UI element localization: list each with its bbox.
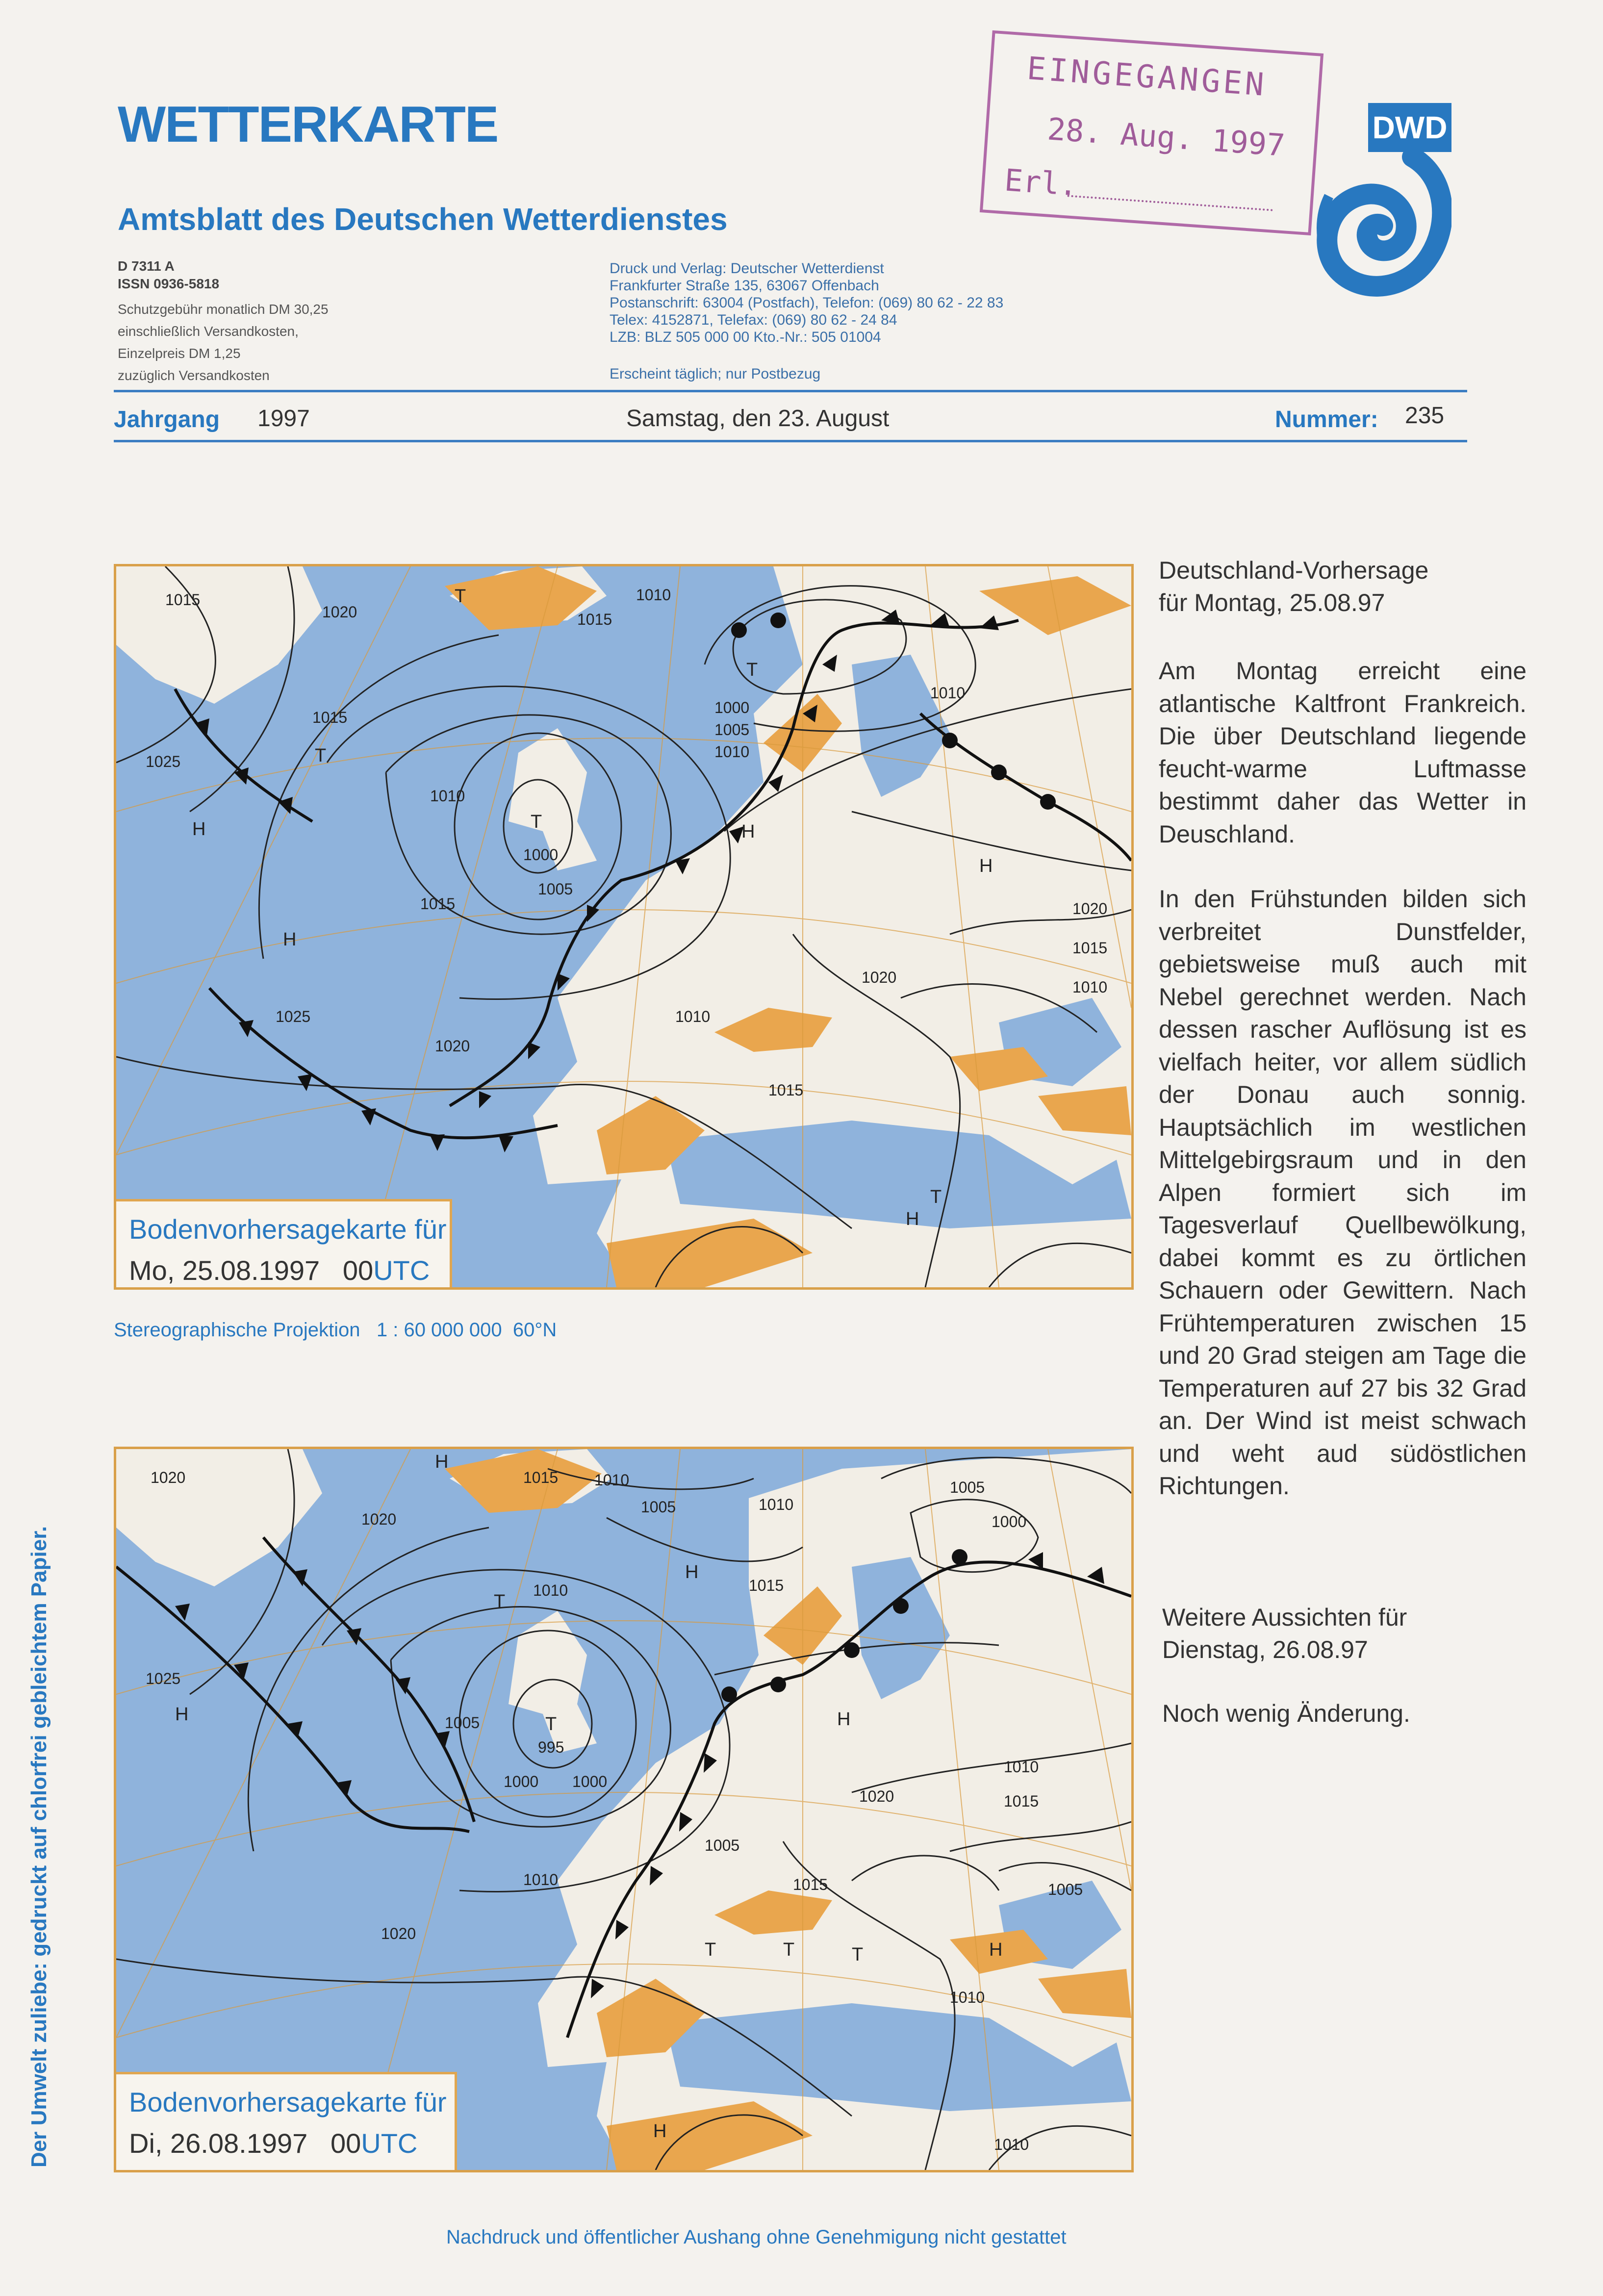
forecast-heading-line-1: Deutschland-Vorhersage <box>1159 557 1429 584</box>
isobar-label: 1020 <box>381 1925 416 1942</box>
projection-note: Stereographische Projektion 1 : 60 000 000 60°N <box>114 1319 557 1341</box>
jahrgang-value: 1997 <box>257 406 310 432</box>
low-pressure-label: T <box>746 660 758 680</box>
header-rule-top <box>114 390 1467 392</box>
stamp-line-3: Erl. <box>1003 162 1079 203</box>
cold-front-west <box>116 1567 469 1832</box>
isobar-label: 1010 <box>759 1496 794 1513</box>
publisher-line-6: Erscheint täglich; nur Postbezug <box>610 366 821 382</box>
forecast-heading-line-2: für Montag, 25.08.97 <box>1159 589 1385 616</box>
footer-note: Nachdruck und öffentlicher Aushang ohne Genehmigung nicht gestattet <box>446 2226 1067 2248</box>
isobar-label: 1010 <box>1072 978 1108 996</box>
high-pressure-label: H <box>435 1452 449 1472</box>
fee-line-3: Einzelpreis DM 1,25 <box>118 346 241 361</box>
map-tuesday-drawing <box>116 1449 1131 2170</box>
publisher-line-4: Telex: 4152871, Telefax: (069) 80 62 - 24 84 <box>610 312 897 328</box>
caption-utc: UTC <box>373 1255 430 1286</box>
forecast-paragraph-2: In den Frühstunden bilden sich verbreitet Dunstfelder, gebietsweise muß auch mit Nebel gerechnet werden. Nach dessen rascher Auflösung ist es vielfach heiter, vor allem südlich der Donau auch sonnig. Hauptsächlich im westlichen Mittelgebirgsraum und in den Alpen formiert sich im Tagesverlauf Quellbewölkung, dabei kommt es zu örtlichen Schauern oder Gewittern. Nach Frühtemperaturen zwischen 15 und 20 Grad steigen am Tage die Temperaturen auf 27 bis 32 Grad an. Der Wind ist meist schwach und weht aud südöstlichen Richtungen. <box>1159 885 1527 1500</box>
caption-time: 00 <box>330 2128 361 2159</box>
isobar-label: 1015 <box>420 895 456 913</box>
isobar-label: 1005 <box>445 1714 480 1732</box>
isobar-label: 1010 <box>1004 1758 1039 1776</box>
publisher-line-2: Frankfurter Straße 135, 63067 Offenbach <box>610 278 879 294</box>
isobar-label: 1020 <box>859 1787 894 1805</box>
stamp-line-2: 28. Aug. 1997 <box>1046 111 1286 163</box>
low-pressure-label: T <box>705 1939 716 1960</box>
low-pressure-label: T <box>852 1944 864 1965</box>
isobar-label: 1015 <box>1004 1792 1039 1810</box>
map-caption <box>116 2072 457 2172</box>
isobar-label: 1015 <box>165 591 201 609</box>
stamp-line-1: EINGEGANGEN <box>1025 51 1268 104</box>
isobar-label: 1005 <box>714 721 750 739</box>
high-pressure-label: H <box>989 1939 1003 1960</box>
isobar-label: 1010 <box>675 1008 711 1025</box>
forecast-heading <box>1159 554 1527 619</box>
map-caption-title: Bodenvorhersagekarte für <box>129 1214 447 1245</box>
outlook-heading-line-1: Weitere Aussichten für <box>1162 1604 1407 1631</box>
outlook-heading <box>1162 1601 1530 1666</box>
isobar-label: 1025 <box>146 753 181 770</box>
fee-line-4: zuzüglich Versandkosten <box>118 368 270 383</box>
isobar-label: 1010 <box>950 1989 985 2006</box>
map-monday-drawing <box>116 566 1131 1287</box>
isobar-label: 1025 <box>276 1008 311 1025</box>
isobar-label: 1005 <box>1048 1881 1083 1898</box>
caption-time: 00 <box>342 1255 374 1286</box>
low-pressure-label: T <box>545 1714 557 1735</box>
isobar-label: 1020 <box>862 969 897 986</box>
jahrgang-label: Jahrgang <box>114 407 220 433</box>
publisher-line-1: Druck und Verlag: Deutscher Wetterdienst <box>610 260 884 277</box>
fee-line-1: Schutzgebühr monatlich DM 30,25 <box>118 302 329 317</box>
isobar-label: 1015 <box>1072 939 1108 957</box>
caption-utc: UTC <box>361 2128 418 2159</box>
isobar-label: 1015 <box>523 1469 559 1486</box>
isobar-label: 995 <box>538 1738 564 1756</box>
low-pressure-label: T <box>930 1187 942 1207</box>
isobar-label: 1020 <box>435 1037 470 1055</box>
issue-date: Samstag, den 23. August <box>626 406 890 432</box>
header-rule-bottom <box>114 440 1467 442</box>
dwd-logo-text: DWD <box>1368 103 1451 152</box>
low-pressure-label: T <box>455 586 466 607</box>
publisher-line-3: Postanschrift: 63004 (Postfach), Telefon: (069) 80 62 - 22 83 <box>610 295 1004 311</box>
isobar-label: 1005 <box>641 1498 676 1516</box>
forecast-map-tuesday <box>114 1447 1134 2172</box>
high-pressure-label: H <box>685 1562 699 1582</box>
isobar-label: 1015 <box>312 709 348 726</box>
isobar-label: 1005 <box>538 880 573 898</box>
isobar-label: 1010 <box>523 1871 559 1888</box>
dwd-spiral-icon <box>1314 142 1451 304</box>
isobar-label: 1020 <box>1072 900 1108 918</box>
caption-date-text: Di, 26.08.1997 <box>129 2128 308 2159</box>
map-caption-title: Bodenvorhersagekarte für <box>129 2087 447 2117</box>
page-title: WETTERKARTE <box>118 96 498 153</box>
nummer-value: 235 <box>1405 403 1445 429</box>
stamp-dotted-line <box>1067 195 1272 211</box>
isobar-label: 1005 <box>705 1837 740 1854</box>
low-pressure-label: T <box>315 745 327 766</box>
isobar-label: 1010 <box>430 787 465 805</box>
high-pressure-label: H <box>906 1209 919 1229</box>
publisher-line-5: LZB: BLZ 505 000 00 Kto.-Nr.: 505 01004 <box>610 329 881 345</box>
nummer-label: Nummer: <box>1275 407 1378 433</box>
isobar-label: 1020 <box>322 603 357 621</box>
high-pressure-label: H <box>653 2121 667 2142</box>
outlook-text: Noch wenig Änderung. <box>1162 1700 1410 1727</box>
isobar-label: 1000 <box>714 699 750 716</box>
side-note: Der Umwelt zuliebe: gedruckt auf chlorfrei gebleichtem Papier. <box>27 1526 51 2168</box>
isobar-label: 1025 <box>146 1670 181 1687</box>
isobar-label: 1010 <box>714 743 750 761</box>
caption-date-text: Mo, 25.08.1997 <box>129 1255 320 1286</box>
map-caption <box>116 1199 452 1290</box>
forecast-paragraph-1: Am Montag erreicht eine atlantische Kaltfront Frankreich. Die über Deutschland liegende feucht-warme Luftmasse bestimmt daher das Wetter in Deuschland. <box>1159 657 1527 848</box>
isobar-label: 1010 <box>533 1582 568 1599</box>
low-pressure-label: T <box>783 1939 795 1960</box>
received-stamp <box>980 30 1323 235</box>
isobar-label: 1000 <box>504 1773 539 1790</box>
page-subtitle: Amtsblatt des Deutschen Wetterdienstes <box>118 202 728 237</box>
isobar-label: 1010 <box>930 684 966 702</box>
isobar-label: 1010 <box>636 586 671 604</box>
low-pressure-label: T <box>494 1591 506 1612</box>
issue-code: D 7311 A <box>118 258 175 274</box>
forecast-map-monday <box>114 564 1134 1290</box>
high-pressure-label: H <box>283 929 297 950</box>
map-caption-date <box>129 1254 430 1286</box>
isobar-label: 1000 <box>572 1773 608 1790</box>
isobar-label: 1015 <box>793 1876 828 1893</box>
dwd-logo <box>1314 103 1451 304</box>
issn: ISSN 0936-5818 <box>118 276 220 291</box>
high-pressure-label: H <box>979 856 993 876</box>
isobar-label: 1020 <box>151 1469 186 1486</box>
isobar-label: 1015 <box>768 1081 804 1099</box>
high-pressure-label: H <box>175 1704 189 1725</box>
isobar-label: 1010 <box>594 1471 630 1489</box>
isobar-label: 1015 <box>577 611 612 628</box>
cold-front-south-symbols <box>239 1020 513 1152</box>
low-pressure-label: T <box>531 812 542 832</box>
high-pressure-label: H <box>192 819 206 840</box>
fee-line-2: einschließlich Versandkosten, <box>118 324 299 339</box>
isobar-label: 1015 <box>749 1577 784 1594</box>
isobar-label: 1010 <box>994 2136 1029 2153</box>
isobar-label: 1020 <box>361 1510 397 1528</box>
map-caption-date <box>129 2127 417 2159</box>
isobar-label: 1000 <box>523 846 559 864</box>
cold-front-south <box>209 988 558 1138</box>
isobar-label: 1005 <box>950 1479 985 1496</box>
isobar-label: 1000 <box>992 1513 1027 1531</box>
high-pressure-label: H <box>741 821 755 842</box>
high-pressure-label: H <box>837 1709 851 1730</box>
outlook-heading-line-2: Dienstag, 26.08.97 <box>1162 1636 1368 1663</box>
